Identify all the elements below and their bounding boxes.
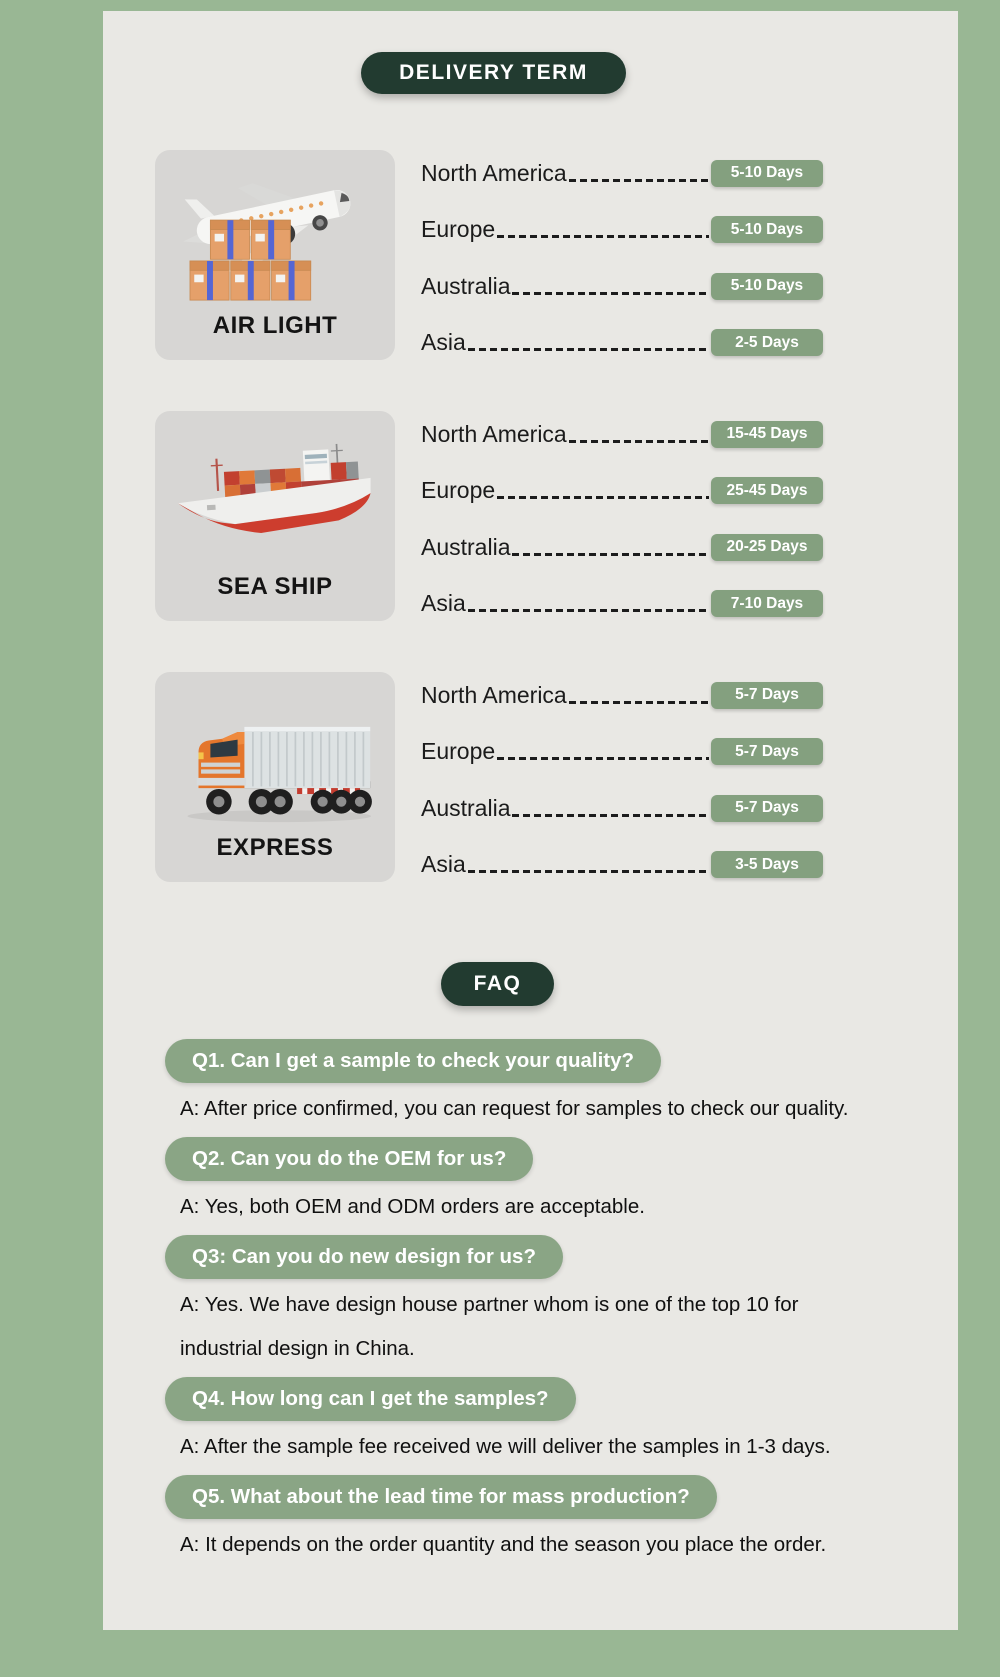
days-badge: 5-7 Days xyxy=(711,682,823,709)
days-badge: 5-7 Days xyxy=(711,738,823,765)
dashed-leader xyxy=(497,496,709,499)
region-label: North America xyxy=(421,420,567,447)
days-badge: 5-10 Days xyxy=(711,160,823,187)
air-freight-card xyxy=(155,150,395,360)
delivery-row xyxy=(421,215,823,245)
days-badge: 5-10 Days xyxy=(711,273,823,300)
express-section-title: EXPRESS xyxy=(216,834,334,861)
days-badge: 7-10 Days xyxy=(711,590,823,617)
faq-answer: A: After the sample fee received we will deliver the samples in 1-3 days. xyxy=(180,1435,831,1458)
faq-item xyxy=(165,1377,885,1469)
dashed-leader xyxy=(497,235,709,238)
container-ship-image xyxy=(155,411,395,573)
content-panel xyxy=(103,11,958,1630)
faq-item xyxy=(165,1039,885,1131)
dashed-leader xyxy=(569,701,709,704)
region-label: North America xyxy=(421,681,567,708)
region-label: Australia xyxy=(421,794,511,821)
days-badge: 3-5 Days xyxy=(711,851,823,878)
airplane-with-boxes-image xyxy=(155,150,395,312)
region-label: Europe xyxy=(421,216,496,243)
region-label: North America xyxy=(421,159,567,186)
faq-item xyxy=(165,1235,885,1371)
days-badge: 15-45 Days xyxy=(711,421,823,448)
delivery-term-heading-label: DELIVERY TERM xyxy=(399,61,588,84)
delivery-section-air xyxy=(155,150,823,360)
dashed-leader xyxy=(512,553,709,556)
faq-answer: A: It depends on the order quantity and the season you place the order. xyxy=(180,1533,827,1556)
days-badge: 5-7 Days xyxy=(711,795,823,822)
faq-question-pill: Q2. Can you do the OEM for us? xyxy=(165,1137,533,1181)
express-freight-card xyxy=(155,672,395,882)
sea-freight-card xyxy=(155,411,395,621)
faq-question-pill: Q4. How long can I get the samples? xyxy=(165,1377,576,1421)
delivery-section-sea xyxy=(155,411,823,621)
faq-question-pill: Q5. What about the lead time for mass production? xyxy=(165,1475,717,1519)
days-badge: 25-45 Days xyxy=(711,477,823,504)
faq-question-pill: Q1. Can I get a sample to check your quality? xyxy=(165,1039,661,1083)
delivery-row xyxy=(421,737,823,767)
region-label: Australia xyxy=(421,272,511,299)
air-section-title: AIR LIGHT xyxy=(212,312,338,339)
delivery-row xyxy=(421,158,823,188)
region-label: Europe xyxy=(421,477,496,504)
region-label: Australia xyxy=(421,533,511,560)
faq-question-pill: Q3: Can you do new design for us? xyxy=(165,1235,563,1279)
delivery-section-express xyxy=(155,672,823,882)
dashed-leader xyxy=(468,870,709,873)
dashed-leader xyxy=(569,440,709,443)
faq-answer: A: Yes. We have design house partner whom is one of the top 10 for industrial design in China. xyxy=(180,1293,799,1360)
region-label: Asia xyxy=(421,851,466,878)
dashed-leader xyxy=(512,814,709,817)
container-truck-image xyxy=(155,672,395,834)
dashed-leader xyxy=(468,609,709,612)
delivery-row xyxy=(421,680,823,710)
delivery-row xyxy=(421,271,823,301)
dashed-leader xyxy=(497,757,709,760)
faq-item xyxy=(165,1475,885,1567)
faq-list xyxy=(165,1039,885,1567)
delivery-row xyxy=(421,419,823,449)
sea-section-title: SEA SHIP xyxy=(217,573,333,600)
dashed-leader xyxy=(512,292,709,295)
faq-heading xyxy=(441,962,555,1006)
delivery-row xyxy=(421,793,823,823)
region-label: Asia xyxy=(421,329,466,356)
dashed-leader xyxy=(569,179,709,182)
delivery-row xyxy=(421,476,823,506)
delivery-row xyxy=(421,532,823,562)
delivery-sections xyxy=(155,150,823,882)
faq-answer: A: Yes, both OEM and ODM orders are acceptable. xyxy=(180,1195,645,1218)
delivery-row xyxy=(421,328,823,358)
days-badge: 20-25 Days xyxy=(711,534,823,561)
days-badge: 2-5 Days xyxy=(711,329,823,356)
delivery-term-heading xyxy=(361,52,626,94)
region-label: Asia xyxy=(421,590,466,617)
faq-answer: A: After price confirmed, you can request for samples to check our quality. xyxy=(180,1097,849,1120)
faq-item xyxy=(165,1137,885,1229)
faq-heading-label: FAQ xyxy=(473,972,522,995)
delivery-row xyxy=(421,850,823,880)
region-label: Europe xyxy=(421,738,496,765)
days-badge: 5-10 Days xyxy=(711,216,823,243)
dashed-leader xyxy=(468,348,709,351)
delivery-row xyxy=(421,589,823,619)
